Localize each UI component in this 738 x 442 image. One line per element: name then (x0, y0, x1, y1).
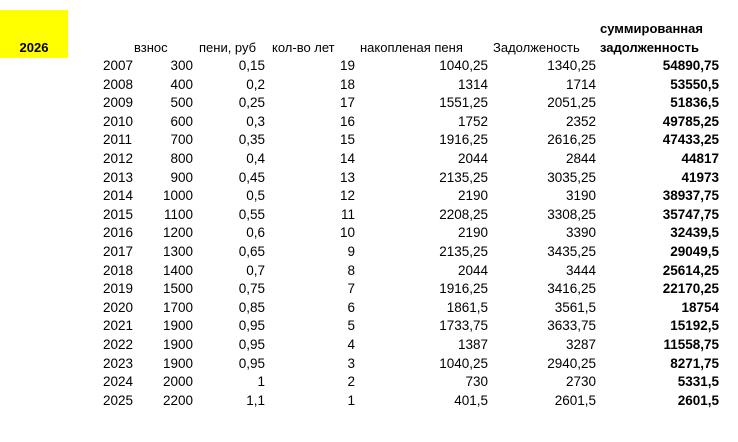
fee-cell: 1900 (162, 336, 193, 352)
fee-cell: 1400 (162, 262, 193, 278)
debt-cell: 3633,75 (547, 318, 596, 334)
years-count-cell: 16 (339, 113, 355, 129)
debt-cell: 3287 (565, 336, 596, 352)
table-row (0, 243, 738, 262)
year-cell: 2017 (103, 243, 134, 259)
year-cell: 2013 (103, 169, 134, 185)
table-row (0, 262, 738, 281)
accrued-penalty-cell: 1040,25 (439, 355, 488, 371)
year-cell: 2023 (103, 355, 134, 371)
fee-cell: 400 (170, 76, 193, 92)
table-row (0, 317, 738, 336)
debt-cell: 1714 (565, 76, 596, 92)
debt-cell: 2940,25 (547, 355, 596, 371)
years-count-cell: 11 (340, 206, 355, 222)
penalty-cell: 0,7 (246, 262, 265, 278)
fee-cell: 1500 (162, 281, 193, 297)
table-row (0, 355, 738, 374)
accrued-penalty-cell: 730 (465, 374, 488, 390)
summed-debt-cell: 15192,5 (670, 318, 719, 334)
table-row (0, 280, 738, 299)
penalty-cell: 0,5 (246, 188, 265, 204)
table-row (0, 113, 738, 132)
header-fee: взнос (134, 40, 168, 55)
penalty-cell: 0,95 (238, 355, 265, 371)
debt-cell: 2616,25 (547, 132, 596, 148)
years-count-cell: 9 (347, 243, 355, 259)
accrued-penalty-cell: 1916,25 (439, 132, 488, 148)
summed-debt-cell: 22170,25 (662, 281, 719, 297)
accrued-penalty-cell: 2190 (457, 225, 488, 241)
penalty-cell: 0,3 (246, 113, 265, 129)
table-row (0, 392, 738, 411)
summed-debt-cell: 51836,5 (670, 95, 719, 111)
table-row (0, 169, 738, 188)
header-summed-line2: задолженность (600, 40, 699, 55)
years-count-cell: 19 (339, 58, 355, 73)
table-row (0, 150, 738, 169)
summed-debt-cell: 47433,25 (662, 132, 719, 148)
header-accrued-penalty: накопленая пеня (360, 40, 463, 55)
penalty-cell: 0,15 (238, 58, 265, 73)
penalty-cell: 0,6 (246, 225, 265, 241)
years-count-cell: 12 (339, 188, 355, 204)
accrued-penalty-cell: 401,5 (454, 392, 488, 408)
years-count-cell: 13 (339, 169, 355, 185)
years-count-cell: 1 (347, 392, 355, 408)
debt-cell: 2601,5 (554, 392, 596, 408)
accrued-penalty-cell: 1916,25 (439, 281, 488, 297)
summed-debt-cell: 18754 (681, 299, 719, 315)
year-cell: 2015 (103, 206, 134, 222)
fee-cell: 1000 (162, 188, 193, 204)
debt-cell: 2730 (565, 374, 596, 390)
accrued-penalty-cell: 1314 (457, 76, 488, 92)
table-row (0, 187, 738, 206)
summed-debt-cell: 44817 (681, 150, 719, 166)
year-cell: 2010 (103, 113, 134, 129)
table-row (0, 57, 738, 76)
fee-cell: 500 (170, 95, 193, 111)
year-cell: 2021 (103, 318, 134, 334)
penalty-cell: 0,4 (246, 150, 265, 166)
fee-cell: 1100 (163, 206, 193, 222)
year-cell: 2008 (103, 76, 134, 92)
summed-debt-cell: 29049,5 (670, 243, 719, 259)
debt-cell: 3435,25 (547, 243, 596, 259)
summed-debt-cell: 8271,75 (670, 355, 719, 371)
debt-cell: 3561,5 (554, 299, 596, 315)
years-count-cell: 7 (347, 281, 355, 297)
year-cell: 2020 (103, 299, 134, 315)
fee-cell: 600 (170, 113, 193, 129)
debt-cell: 3190 (565, 188, 596, 204)
penalty-cell: 1,1 (246, 392, 265, 408)
fee-cell: 300 (170, 58, 193, 73)
penalty-cell: 0,45 (238, 169, 265, 185)
debt-cell: 3035,25 (547, 169, 596, 185)
debt-cell: 3308,25 (547, 206, 596, 222)
table-row (0, 206, 738, 225)
accrued-penalty-cell: 2044 (457, 150, 488, 166)
summed-debt-cell: 41973 (681, 169, 719, 185)
accrued-penalty-cell: 1551,25 (439, 95, 488, 111)
table-row (0, 336, 738, 355)
year-badge (0, 10, 68, 58)
header-years-count: кол-во лет (272, 40, 335, 55)
header-debt: Задолженость (493, 40, 580, 55)
data-table (0, 57, 738, 410)
penalty-cell: 0,55 (238, 206, 265, 222)
years-count-cell: 18 (339, 76, 355, 92)
summed-debt-cell: 49785,25 (662, 113, 719, 129)
fee-cell: 2000 (162, 374, 193, 390)
debt-cell: 2051,25 (547, 95, 596, 111)
year-cell: 2019 (103, 281, 134, 297)
debt-cell: 3416,25 (547, 281, 596, 297)
debt-cell: 2352 (565, 113, 596, 129)
debt-cell: 3390 (565, 225, 596, 241)
accrued-penalty-cell: 1861,5 (446, 299, 488, 315)
accrued-penalty-cell: 2044 (457, 262, 488, 278)
summed-debt-cell: 11558,75 (663, 336, 719, 352)
table-row (0, 94, 738, 113)
table-row (0, 224, 738, 243)
summed-debt-cell: 25614,25 (662, 262, 719, 278)
fee-cell: 1700 (162, 299, 193, 315)
fee-cell: 2200 (162, 392, 193, 408)
fee-cell: 700 (170, 132, 193, 148)
fee-cell: 800 (170, 150, 193, 166)
year-cell: 2018 (103, 262, 134, 278)
penalty-cell: 0,2 (246, 76, 265, 92)
accrued-penalty-cell: 1040,25 (439, 58, 488, 73)
year-badge-label: 2026 (19, 40, 49, 55)
penalty-cell: 0,65 (238, 243, 265, 259)
years-count-cell: 8 (347, 262, 355, 278)
table-row (0, 373, 738, 392)
fee-cell: 1200 (162, 225, 193, 241)
debt-cell: 3444 (565, 262, 596, 278)
years-count-cell: 14 (339, 150, 355, 166)
penalty-cell: 0,85 (238, 299, 265, 315)
year-cell: 2014 (103, 188, 134, 204)
summed-debt-cell: 32439,5 (670, 225, 719, 241)
years-count-cell: 6 (347, 299, 355, 315)
years-count-cell: 2 (347, 374, 355, 390)
year-cell: 2016 (103, 225, 134, 241)
summed-debt-cell: 5331,5 (677, 374, 719, 390)
header-summed-line1: суммированная (600, 21, 703, 36)
fee-cell: 1300 (162, 243, 193, 259)
accrued-penalty-cell: 2135,25 (439, 169, 488, 185)
years-count-cell: 3 (347, 355, 355, 371)
header-penalty: пени, руб (199, 40, 257, 55)
accrued-penalty-cell: 1733,75 (439, 318, 488, 334)
fee-cell: 900 (170, 169, 193, 185)
summed-debt-cell: 35747,75 (662, 206, 719, 222)
years-count-cell: 17 (339, 95, 355, 111)
year-cell: 2011 (103, 132, 133, 148)
accrued-penalty-cell: 1752 (457, 113, 488, 129)
years-count-cell: 10 (339, 225, 355, 241)
debt-cell: 1340,25 (547, 58, 596, 73)
accrued-penalty-cell: 2190 (457, 188, 488, 204)
year-cell: 2007 (103, 58, 134, 73)
years-count-cell: 5 (347, 318, 355, 334)
accrued-penalty-cell: 2135,25 (439, 243, 488, 259)
year-cell: 2022 (103, 336, 134, 352)
table-row (0, 299, 738, 318)
summed-debt-cell: 54890,75 (662, 58, 719, 73)
fee-cell: 1900 (162, 355, 193, 371)
penalty-cell: 0,75 (238, 281, 265, 297)
penalty-cell: 0,95 (238, 336, 265, 352)
fee-cell: 1900 (162, 318, 193, 334)
years-count-cell: 4 (347, 336, 355, 352)
table-row (0, 76, 738, 95)
table-row (0, 131, 738, 150)
summed-debt-cell: 2601,5 (677, 392, 719, 408)
penalty-cell: 0,95 (238, 318, 265, 334)
penalty-cell: 0,25 (238, 95, 265, 111)
debt-cell: 2844 (565, 150, 596, 166)
year-cell: 2009 (103, 95, 134, 111)
year-cell: 2025 (103, 392, 134, 408)
summed-debt-cell: 53550,5 (670, 76, 719, 92)
year-cell: 2024 (103, 374, 134, 390)
penalty-cell: 0,35 (238, 132, 265, 148)
years-count-cell: 15 (339, 132, 355, 148)
accrued-penalty-cell: 1387 (457, 336, 488, 352)
penalty-cell: 1 (257, 374, 265, 390)
year-cell: 2012 (103, 150, 134, 166)
accrued-penalty-cell: 2208,25 (439, 206, 488, 222)
summed-debt-cell: 38937,75 (662, 188, 719, 204)
